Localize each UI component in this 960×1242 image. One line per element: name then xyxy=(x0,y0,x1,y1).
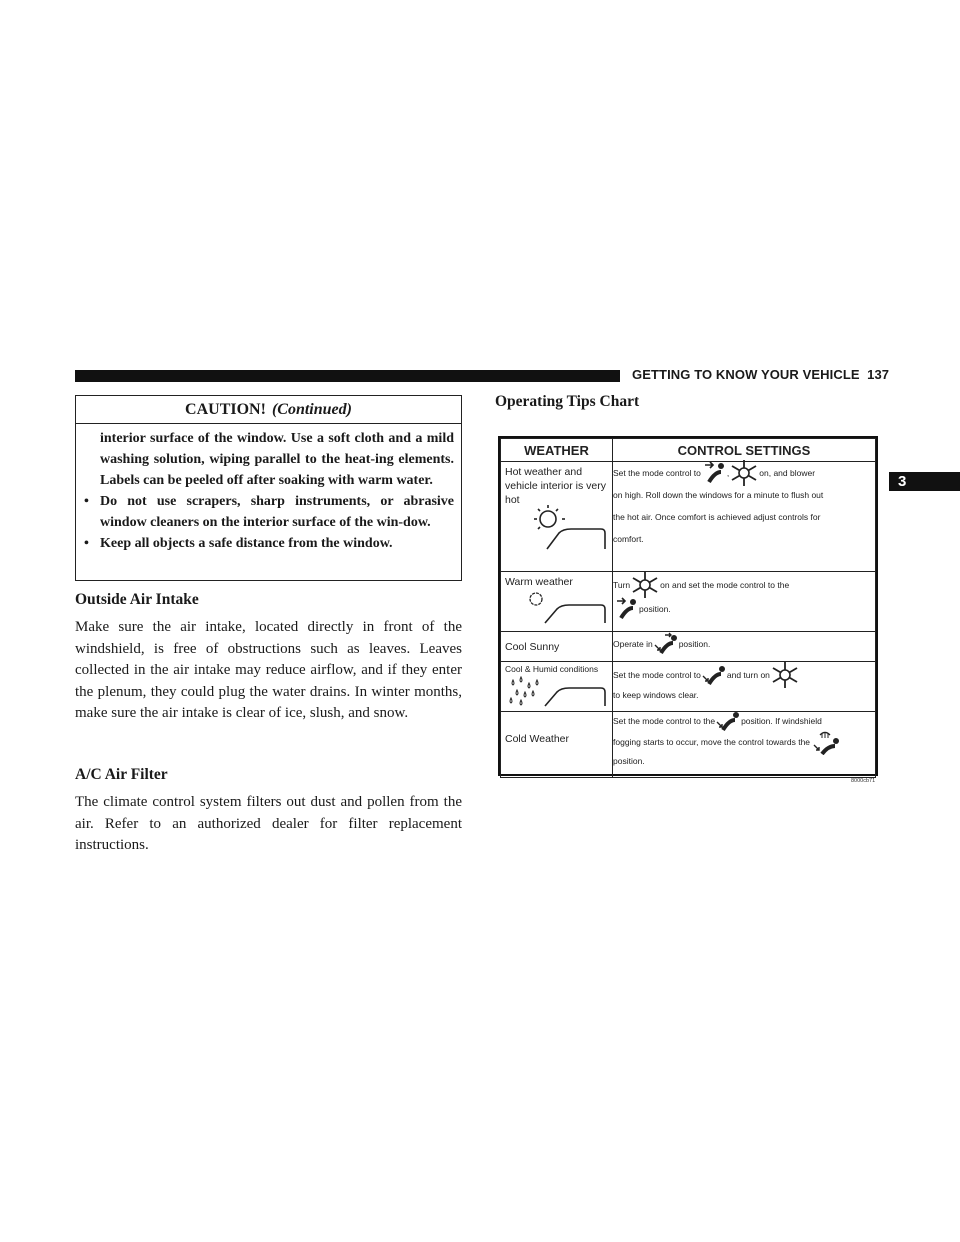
table-row xyxy=(501,712,876,778)
settings-line: the hot air. Once comfort is achieved adjust controls for xyxy=(613,511,821,522)
page-number: 137 xyxy=(867,367,890,382)
defrost-floor-mode-icon xyxy=(810,729,840,755)
caution-box xyxy=(75,395,462,581)
outside-air-heading: Outside Air Intake xyxy=(75,591,199,608)
caution-continued-text: interior surface of the window. Use a soft cloth and a mild washing solution, wiping parallel to the heat-ing elements. Labels can be peeled off after soaking with warm water. xyxy=(100,431,454,488)
running-header xyxy=(632,367,889,382)
hot-sun-car-icon xyxy=(501,503,611,553)
ac-filter-paragraph: The climate control system filters out dust and pollen from the air. Refer to an authorized dealer for filter replacement instructions. xyxy=(75,794,462,853)
table-row xyxy=(501,632,876,662)
weather-label: Cold Weather xyxy=(505,733,570,745)
ac-filter-heading: A/C Air Filter xyxy=(75,766,168,783)
settings-line: comfort. xyxy=(613,533,644,544)
figure-code: 8000cb71 xyxy=(851,778,876,784)
caution-bullet: • Do not use scrapers, sharp instruments, or abrasive window cleaners on the interior surface of the win-dow. xyxy=(84,494,454,530)
settings-line: Operate in position. xyxy=(613,632,875,656)
snowflake-icon xyxy=(729,458,759,488)
col-header-settings: CONTROL SETTINGS xyxy=(613,439,876,462)
settings-line: on high. Roll down the windows for a minute to flush out xyxy=(613,489,824,500)
snowflake-icon xyxy=(770,660,800,690)
col-header-weather: WEATHER xyxy=(501,439,613,462)
caution-body xyxy=(76,424,461,554)
rain-car-icon xyxy=(501,674,611,708)
settings-line: fogging starts to occur, move the control towards the xyxy=(613,730,875,754)
panel-vent-mode-icon xyxy=(613,596,639,622)
floor-mode-icon xyxy=(715,710,741,732)
settings-line: position. xyxy=(613,755,645,766)
warm-sun-car-icon xyxy=(501,589,611,627)
outside-air-paragraph: Make sure the air intake, located directly in front of the windshield, is free of obstructions such as leaves. Leaves collected in the air intake may reduce airflow, and if they enter the plenum, they could plug the water drains. In winter months, make sure the air intake is clear of ice, slush, and snow. xyxy=(75,619,462,721)
header-rule xyxy=(75,370,620,382)
weather-label: Hot weather and vehicle interior is very hot xyxy=(505,466,606,506)
bi-level-mode-icon xyxy=(653,631,679,657)
chapter-tab: 3 xyxy=(889,472,960,491)
caution-bullet: • Keep all objects a safe distance from the window. xyxy=(84,536,393,551)
bi-level-mode-icon xyxy=(701,662,727,688)
section-title: GETTING TO KNOW YOUR VEHICLE xyxy=(632,367,860,382)
settings-line: to keep windows clear. xyxy=(613,689,699,700)
chart-title: Operating Tips Chart xyxy=(495,393,640,410)
settings-line: Set the mode control to the position. If windshield xyxy=(613,712,875,730)
weather-label: Warm weather xyxy=(505,576,573,588)
table-row xyxy=(501,462,876,572)
table-row xyxy=(501,572,876,632)
caution-heading: CAUTION! (Continued) xyxy=(76,396,461,424)
weather-label: Cool Sunny xyxy=(505,641,560,653)
table-row xyxy=(501,662,876,712)
operating-tips-table xyxy=(498,436,878,776)
weather-label: Cool & Humid conditions xyxy=(505,664,599,674)
panel-vent-mode-icon xyxy=(701,460,727,486)
settings-line: Set the mode control to , on, and blower xyxy=(613,462,875,484)
settings-line: position. xyxy=(613,598,875,620)
settings-line: Set the mode control to and turn on xyxy=(613,662,875,688)
settings-line: Turn on and set the mode control to the xyxy=(613,572,875,598)
